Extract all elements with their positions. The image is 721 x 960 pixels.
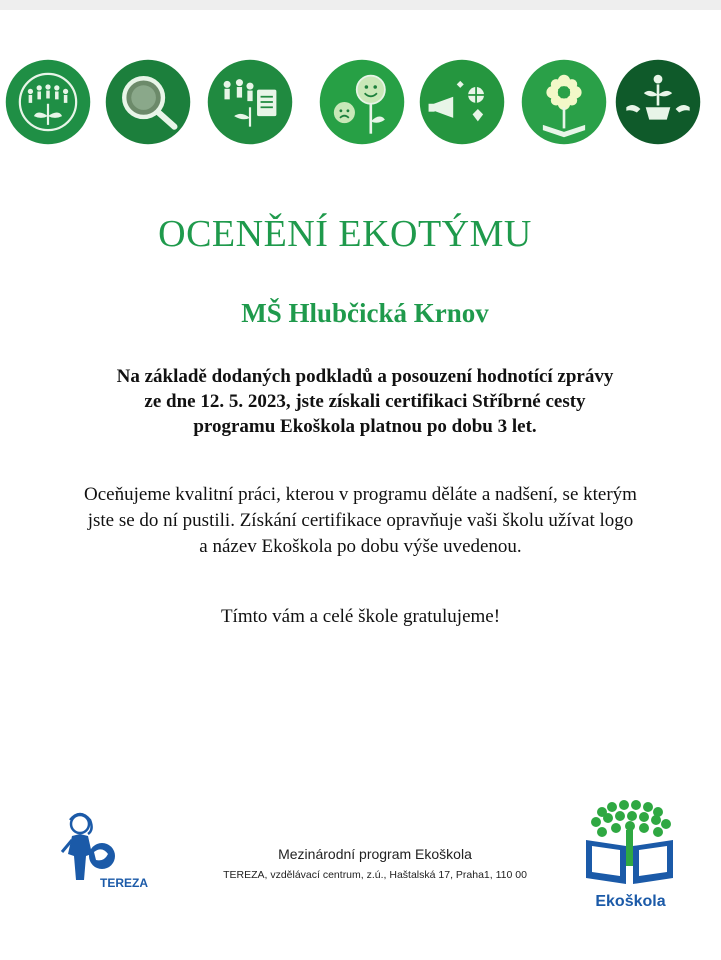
icon-row bbox=[0, 58, 721, 158]
lead-line: Na základě dodaných podkladů a posouzení hodnotící zprávy bbox=[116, 366, 614, 387]
certificate-title: OCENĚNÍ EKOTÝMU bbox=[158, 213, 532, 255]
magnifier-icon bbox=[104, 58, 192, 146]
body-line: jste se do ní pustili. Získání certifikace opravňuje vaši školu užívat logo bbox=[87, 510, 634, 531]
congratulations-text: Tímto vám a celé škole gratulujeme! bbox=[220, 606, 501, 627]
lead-line: ze dne 12. 5. 2023, jste získali certifikaci Stříbrné cesty bbox=[144, 391, 586, 412]
body-line: Oceňujeme kvalitní práci, kterou v programu děláte a nadšení, se kterým bbox=[84, 484, 637, 505]
megaphone-recycle-icon bbox=[418, 58, 506, 146]
tereza-logo-label: TEREZA bbox=[100, 876, 148, 890]
top-bar bbox=[0, 0, 721, 10]
people-document-icon bbox=[206, 58, 294, 146]
school-name: MŠ Hlubčická Krnov bbox=[241, 298, 489, 328]
lead-line: programu Ekoškola platnou po dobu 3 let. bbox=[193, 416, 537, 437]
flower-book-icon bbox=[520, 58, 608, 146]
ekoskola-logo-label: Ekoškola bbox=[595, 893, 666, 910]
smileys-flower-icon bbox=[318, 58, 406, 146]
footer-address: TEREZA, vzdělávací centrum, z.ú., Haštalská 17, Praha1, 110 00 bbox=[223, 869, 527, 881]
lead-paragraph bbox=[0, 364, 721, 439]
footer-info bbox=[190, 846, 560, 881]
people-plant-icon bbox=[4, 58, 92, 146]
footer-program-title: Mezinárodní program Ekoškola bbox=[278, 846, 472, 862]
body-line: a název Ekoškola po dobu výše uvedenou. bbox=[199, 536, 522, 557]
hands-plant-icon bbox=[614, 58, 702, 146]
body-paragraph bbox=[0, 482, 721, 560]
